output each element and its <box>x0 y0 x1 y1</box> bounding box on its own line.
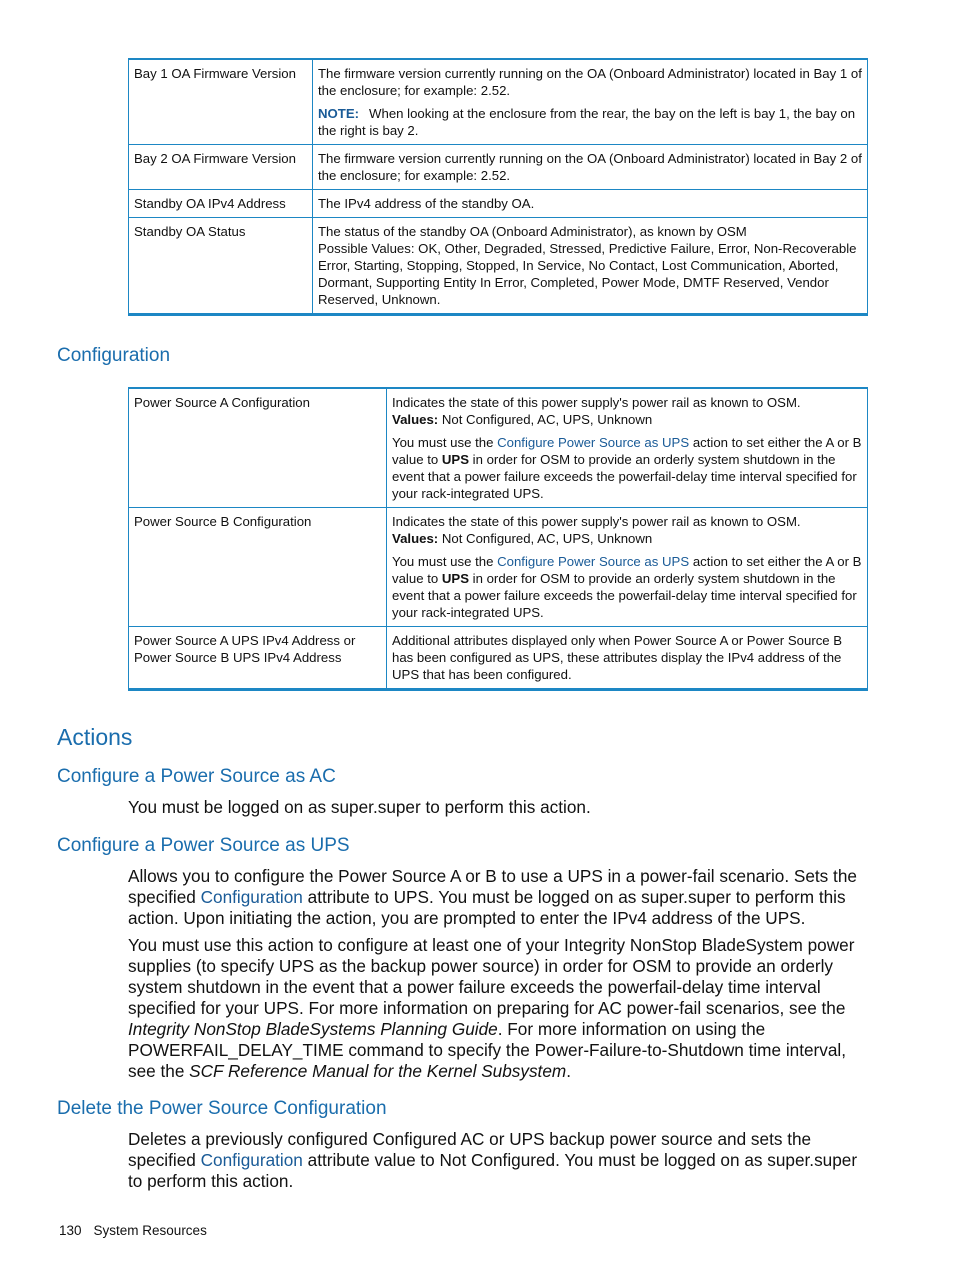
configure-ups-link[interactable]: Configure Power Source as UPS <box>497 435 690 450</box>
configure-ac-text: You must be logged on as super.super to perform this action. <box>128 797 591 817</box>
scf-manual-title: SCF Reference Manual for the Kernel Subsystem <box>189 1061 567 1081</box>
note <box>318 105 862 139</box>
table-row <box>129 508 868 627</box>
footer-section: System Resources <box>93 1223 207 1238</box>
attribute-name: Power Source A Configuration <box>129 388 387 508</box>
attribute-name: Power Source B Configuration <box>129 508 387 627</box>
configure-ups-link[interactable]: Configure Power Source as UPS <box>497 554 690 569</box>
configuration-link[interactable]: Configuration <box>200 1150 303 1170</box>
attribute-description: Indicates the state of this power supply's power rail as known to OSM. Values: Not Configured, AC, UPS, Unknown You must use the Configure Power Source as UPS action to set either the A or B value to UPS in order for OSM to provide an orderly system shutdown in the event that a power failure exceeds the powerfail-delay time interval specified for your rack-integrated UPS. <box>387 508 868 627</box>
attribute-description: The firmware version currently running on the OA (Onboard Administrator) located in Bay 1 of the enclosure; for example: 2.52. NOTE: When looking at the enclosure from the rear, the bay on the left is bay 1, the bay on the right is bay 2. <box>313 59 868 145</box>
delete-config-text: Deletes a previously configured Configured AC or UPS backup power source and sets the specified Configuration attribute value to Not Configured. You must be logged on as super.super to perform this action. <box>128 1129 858 1191</box>
table-row <box>129 218 868 315</box>
page-footer <box>59 1223 207 1238</box>
attribute-description: The status of the standby OA (Onboard Administrator), as known by OSM Possible Values: OK, Other, Degraded, Stressed, Predictive Failure, Error, Non-Recoverable Error, Starting, Stopping, Stopped, In Service, No Contact, Lost Communication, Aborted, Dormant, Supporting Entity In Error, Completed, Power Mode, DMTF Reserved, Vendor Reserved, Unknown. <box>313 218 868 315</box>
attribute-description: Indicates the state of this power supply's power rail as known to OSM. Values: Not Configured, AC, UPS, Unknown You must use the Configure Power Source as UPS action to set either the A or B value to UPS in order for OSM to provide an orderly system shutdown in the event that a power failure exceeds the powerfail-delay time interval specified for your rack-integrated UPS. <box>387 388 868 508</box>
actions-heading: Actions <box>57 724 133 750</box>
table-row <box>129 145 868 190</box>
delete-config-heading: Delete the Power Source Configuration <box>57 1098 387 1119</box>
attribute-name: Bay 2 OA Firmware Version <box>129 145 313 190</box>
table-row <box>129 190 868 218</box>
attribute-name: Bay 1 OA Firmware Version <box>129 59 313 145</box>
planning-guide-title: Integrity NonStop BladeSystems Planning Guide <box>128 1019 498 1039</box>
page-number: 130 <box>59 1223 82 1238</box>
configuration-heading: Configuration <box>57 345 171 366</box>
attribute-description: Additional attributes displayed only when Power Source A or Power Source B has been configured as UPS, these attributes display the IPv4 address of the UPS that has been configured. <box>387 627 868 690</box>
attributes-table <box>128 58 868 316</box>
table-row <box>129 627 868 690</box>
attribute-name: Standby OA Status <box>129 218 313 315</box>
table-row <box>129 388 868 508</box>
attribute-description: The firmware version currently running on the OA (Onboard Administrator) located in Bay 2 of the enclosure; for example: 2.52. <box>313 145 868 190</box>
configure-ac-heading: Configure a Power Source as AC <box>57 766 336 787</box>
configure-ups-para-2: You must use this action to configure at least one of your Integrity NonStop BladeSystem power supplies (to specify UPS as the backup power source) in order for OSM to provide an orderly system shutdown in the event that a power failure exceeds the powerfail-delay time interval specified for your UPS. For more information on preparing for AC power-fail scenarios, see the Integrity NonStop BladeSystems Planning Guide. For more information on using the POWERFAIL_DELAY_TIME command to specify the Power-Failure-to-Shutdown time interval, see the SCF Reference Manual for the Kernel Subsystem. <box>128 935 855 1081</box>
configuration-table <box>128 387 868 691</box>
note-text: When looking at the enclosure from the rear, the bay on the left is bay 1, the bay on the right is bay 2. <box>318 106 856 138</box>
configure-ups-heading: Configure a Power Source as UPS <box>57 835 350 856</box>
attribute-name: Standby OA IPv4 Address <box>129 190 313 218</box>
note-label: NOTE: <box>318 106 360 121</box>
attribute-description: The IPv4 address of the standby OA. <box>313 190 868 218</box>
configure-ups-para-1: Allows you to configure the Power Source A or B to use a UPS in a power-fail scenario. Sets the specified Configuration attribute to UPS. You must be logged on as super.super to perform this action. Upon initiating the action, you are prompted to enter the IPv4 address of the UPS. <box>128 866 857 928</box>
attribute-name: Power Source A UPS IPv4 Address or Power Source B UPS IPv4 Address <box>129 627 387 690</box>
table-row <box>129 59 868 145</box>
configuration-link[interactable]: Configuration <box>200 887 303 907</box>
